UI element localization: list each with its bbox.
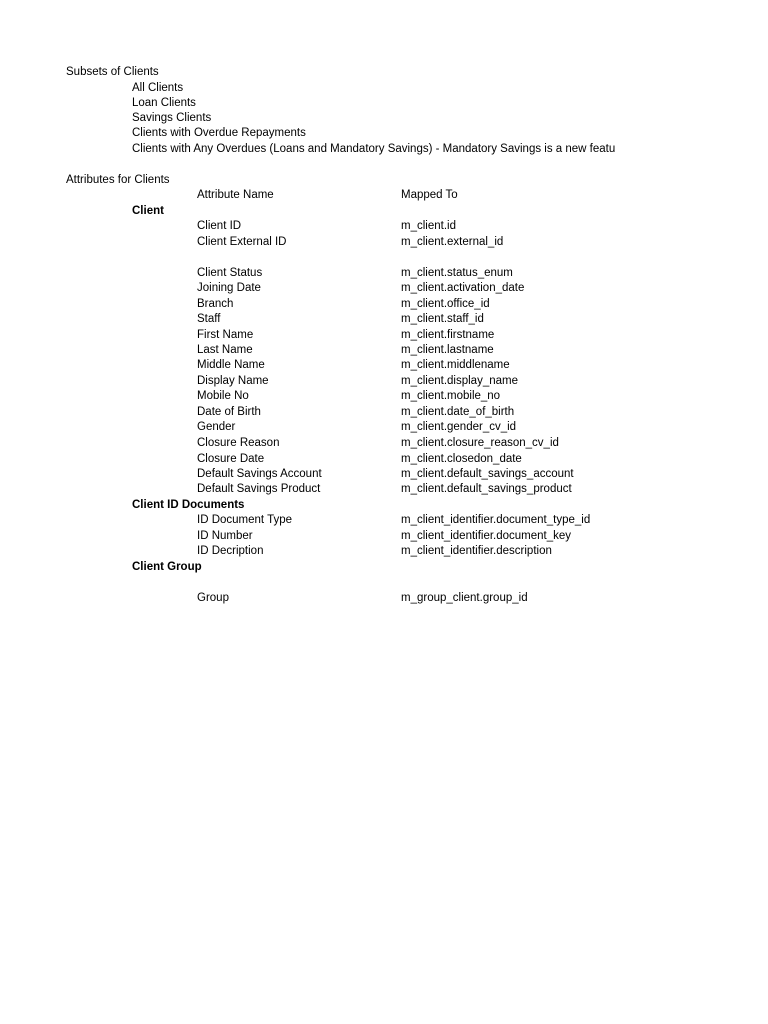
attribute-mapped: m_client.activation_date [401,282,525,294]
attribute-name: Group [197,592,229,604]
attribute-mapped: m_client.default_savings_account [401,468,574,480]
attribute-mapped: m_client.id [401,220,456,232]
attribute-mapped: m_client.gender_cv_id [401,421,517,433]
attribute-name: Middle Name [197,359,265,371]
attribute-mapped: m_client.lastname [401,344,494,356]
attribute-mapped: m_client.display_name [401,375,518,387]
attribute-mapped: m_client.firstname [401,329,495,341]
attribute-mapped: m_client.staff_id [401,313,484,325]
attribute-name: Client External ID [197,236,287,248]
attribute-mapped: m_client_identifier.description [401,545,552,557]
attribute-name: Date of Birth [197,406,261,418]
subsets-heading: Subsets of Clients [66,66,159,78]
attributes-heading: Attributes for Clients [66,174,170,186]
attribute-name: Mobile No [197,390,249,402]
attribute-name: Display Name [197,375,269,387]
attribute-mapped: m_client_identifier.document_type_id [401,514,591,526]
attribute-mapped: m_client.middlename [401,359,510,371]
subset-item-all-clients: All Clients [132,82,184,94]
column-header-attribute-name: Attribute Name [197,189,274,201]
attribute-name: Gender [197,421,236,433]
section-client-group: Client Group [132,561,202,573]
subset-item-any-overdues: Clients with Any Overdues (Loans and Mandatory Savings) - Mandatory Savings is a new featu [132,143,616,155]
attribute-name: Joining Date [197,282,261,294]
attribute-name: Default Savings Product [197,483,321,495]
attribute-mapped: m_client_identifier.document_key [401,530,572,542]
attribute-name: ID Decription [197,545,264,557]
attribute-name: ID Number [197,530,253,542]
attribute-name: Last Name [197,344,253,356]
attribute-name: First Name [197,329,254,341]
attribute-name: Branch [197,298,234,310]
attribute-mapped: m_client.office_id [401,298,490,310]
attribute-name: Client Status [197,267,263,279]
subset-item-savings-clients: Savings Clients [132,112,212,124]
attribute-mapped: m_client.default_savings_product [401,483,572,495]
attribute-name: Client ID [197,220,242,232]
attribute-name: Closure Date [197,453,265,465]
attribute-name: ID Document Type [197,514,293,526]
section-client: Client [132,205,164,217]
column-header-mapped-to: Mapped To [401,189,458,201]
attribute-mapped: m_client.mobile_no [401,390,501,402]
attribute-name: Default Savings Account [197,468,322,480]
attribute-mapped: m_client.date_of_birth [401,406,515,418]
attribute-mapped: m_group_client.group_id [401,592,528,604]
subset-item-overdue-repayments: Clients with Overdue Repayments [132,127,306,139]
attribute-mapped: m_client.status_enum [401,267,513,279]
section-client-id-documents: Client ID Documents [132,499,245,511]
attribute-mapped: m_client.external_id [401,236,504,248]
subset-item-loan-clients: Loan Clients [132,97,196,109]
attribute-mapped: m_client.closure_reason_cv_id [401,437,559,449]
attribute-mapped: m_client.closedon_date [401,453,522,465]
attribute-name: Closure Reason [197,437,280,449]
attribute-name: Staff [197,313,221,325]
